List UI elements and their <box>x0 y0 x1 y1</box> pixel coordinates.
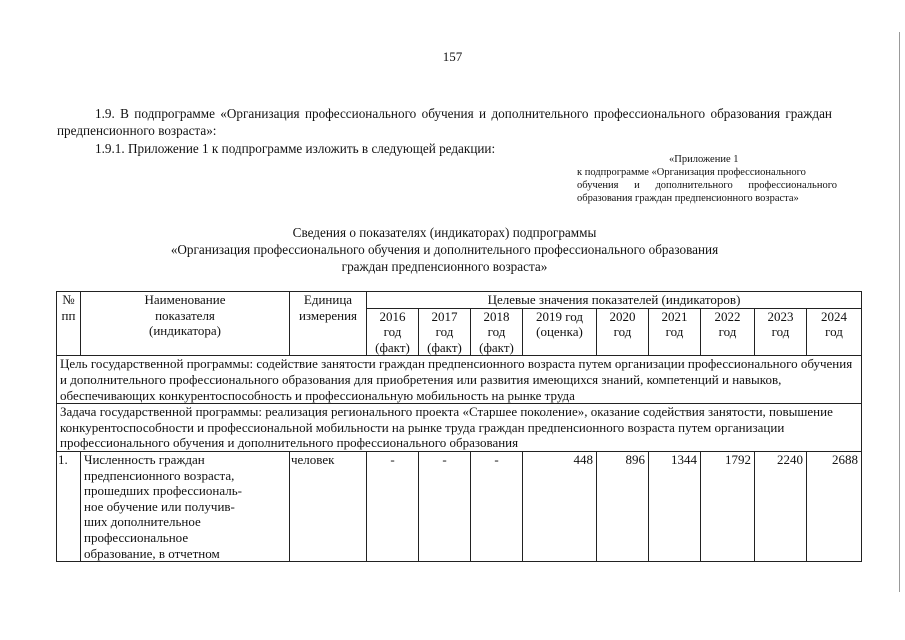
page-number: 157 <box>442 49 463 64</box>
header-targets: Целевые значения показателей (индикаторов) <box>367 292 862 309</box>
task-row <box>57 404 862 452</box>
row-value-2021: 1344 <box>649 451 701 561</box>
page-edge-line <box>899 32 900 592</box>
appendix-line: к подпрограмме «Организация профессионального <box>577 167 806 178</box>
row-value-2019: 448 <box>523 451 597 561</box>
header-year-2022: 2022 год <box>701 308 755 356</box>
header-num: № пп <box>57 292 81 356</box>
header-year-2023: 2023 год <box>755 308 807 356</box>
row-unit: человек <box>290 451 367 561</box>
header-year-2024: 2024 год <box>807 308 862 356</box>
header-year-2017: 2017 год (факт) <box>419 308 471 356</box>
appendix-line: обучения и дополнительного профессионального <box>577 180 837 191</box>
row-value-2023: 2240 <box>755 451 807 561</box>
table-header-row <box>57 292 862 309</box>
header-name: Наименование показателя (индикатора) <box>81 292 290 356</box>
row-value-2016: - <box>367 451 419 561</box>
header-year-2018: 2018 год (факт) <box>471 308 523 356</box>
row-value-2017: - <box>419 451 471 561</box>
paragraph-1-9: 1.9. В подпрограмме «Организация профессионального обучения и дополнительного профессионального образования граждан предпенсионного возраста»: <box>57 106 832 138</box>
row-value-2020: 896 <box>597 451 649 561</box>
header-year-2020: 2020 год <box>597 308 649 356</box>
appendix-title: «Приложение 1 <box>669 154 739 165</box>
row-num: 1. <box>57 451 81 561</box>
row-value-2022: 1792 <box>701 451 755 561</box>
table-heading <box>57 224 832 275</box>
row-name: Численность граждан предпенсионного возраста, прошедших профессиональ- ное обучение или получив- ших дополнительное профессиональное образование, в отчетном <box>81 451 290 561</box>
goal-row <box>57 356 862 404</box>
task-cell: Задача государственной программы: реализация регионального проекта «Старшее поколение», оказание содействия занятости, повышение конкурентоспособности и профессиональной мобильности на рынке труда граждан предпенсионного возраста путем организации профессионального обучения и дополнительного профессионального образования <box>57 404 862 452</box>
header-unit: Единица измерения <box>290 292 367 356</box>
row-value-2018: - <box>471 451 523 561</box>
goal-cell: Цель государственной программы: содействие занятости граждан предпенсионного возраста путем организации профессионального обучения и дополнительного профессионального образования для приобретения или развития имеющихся знаний, компетенций и навыков, обеспечивающих конкурентоспособность и профессиональную мобильность на рынке труда <box>57 356 862 404</box>
heading-line-3: граждан предпенсионного возраста» <box>341 259 548 274</box>
appendix-line: образования граждан предпенсионного возраста» <box>577 193 799 204</box>
header-year-2016: 2016 год (факт) <box>367 308 419 356</box>
table-row <box>57 451 862 561</box>
row-value-2024: 2688 <box>807 451 862 561</box>
heading-line-2: «Организация профессионального обучения и дополнительного профессионального образования <box>170 242 719 257</box>
heading-line-1: Сведения о показателях (индикаторах) подпрограммы <box>292 225 597 240</box>
header-year-2021: 2021 год <box>649 308 701 356</box>
indicators-table <box>56 291 862 562</box>
paragraph-1-9-1: 1.9.1. Приложение 1 к подпрограмме изложить в следующей редакции: <box>95 141 496 156</box>
appendix-note <box>577 153 837 205</box>
header-year-2019: 2019 год (оценка) <box>523 308 597 356</box>
